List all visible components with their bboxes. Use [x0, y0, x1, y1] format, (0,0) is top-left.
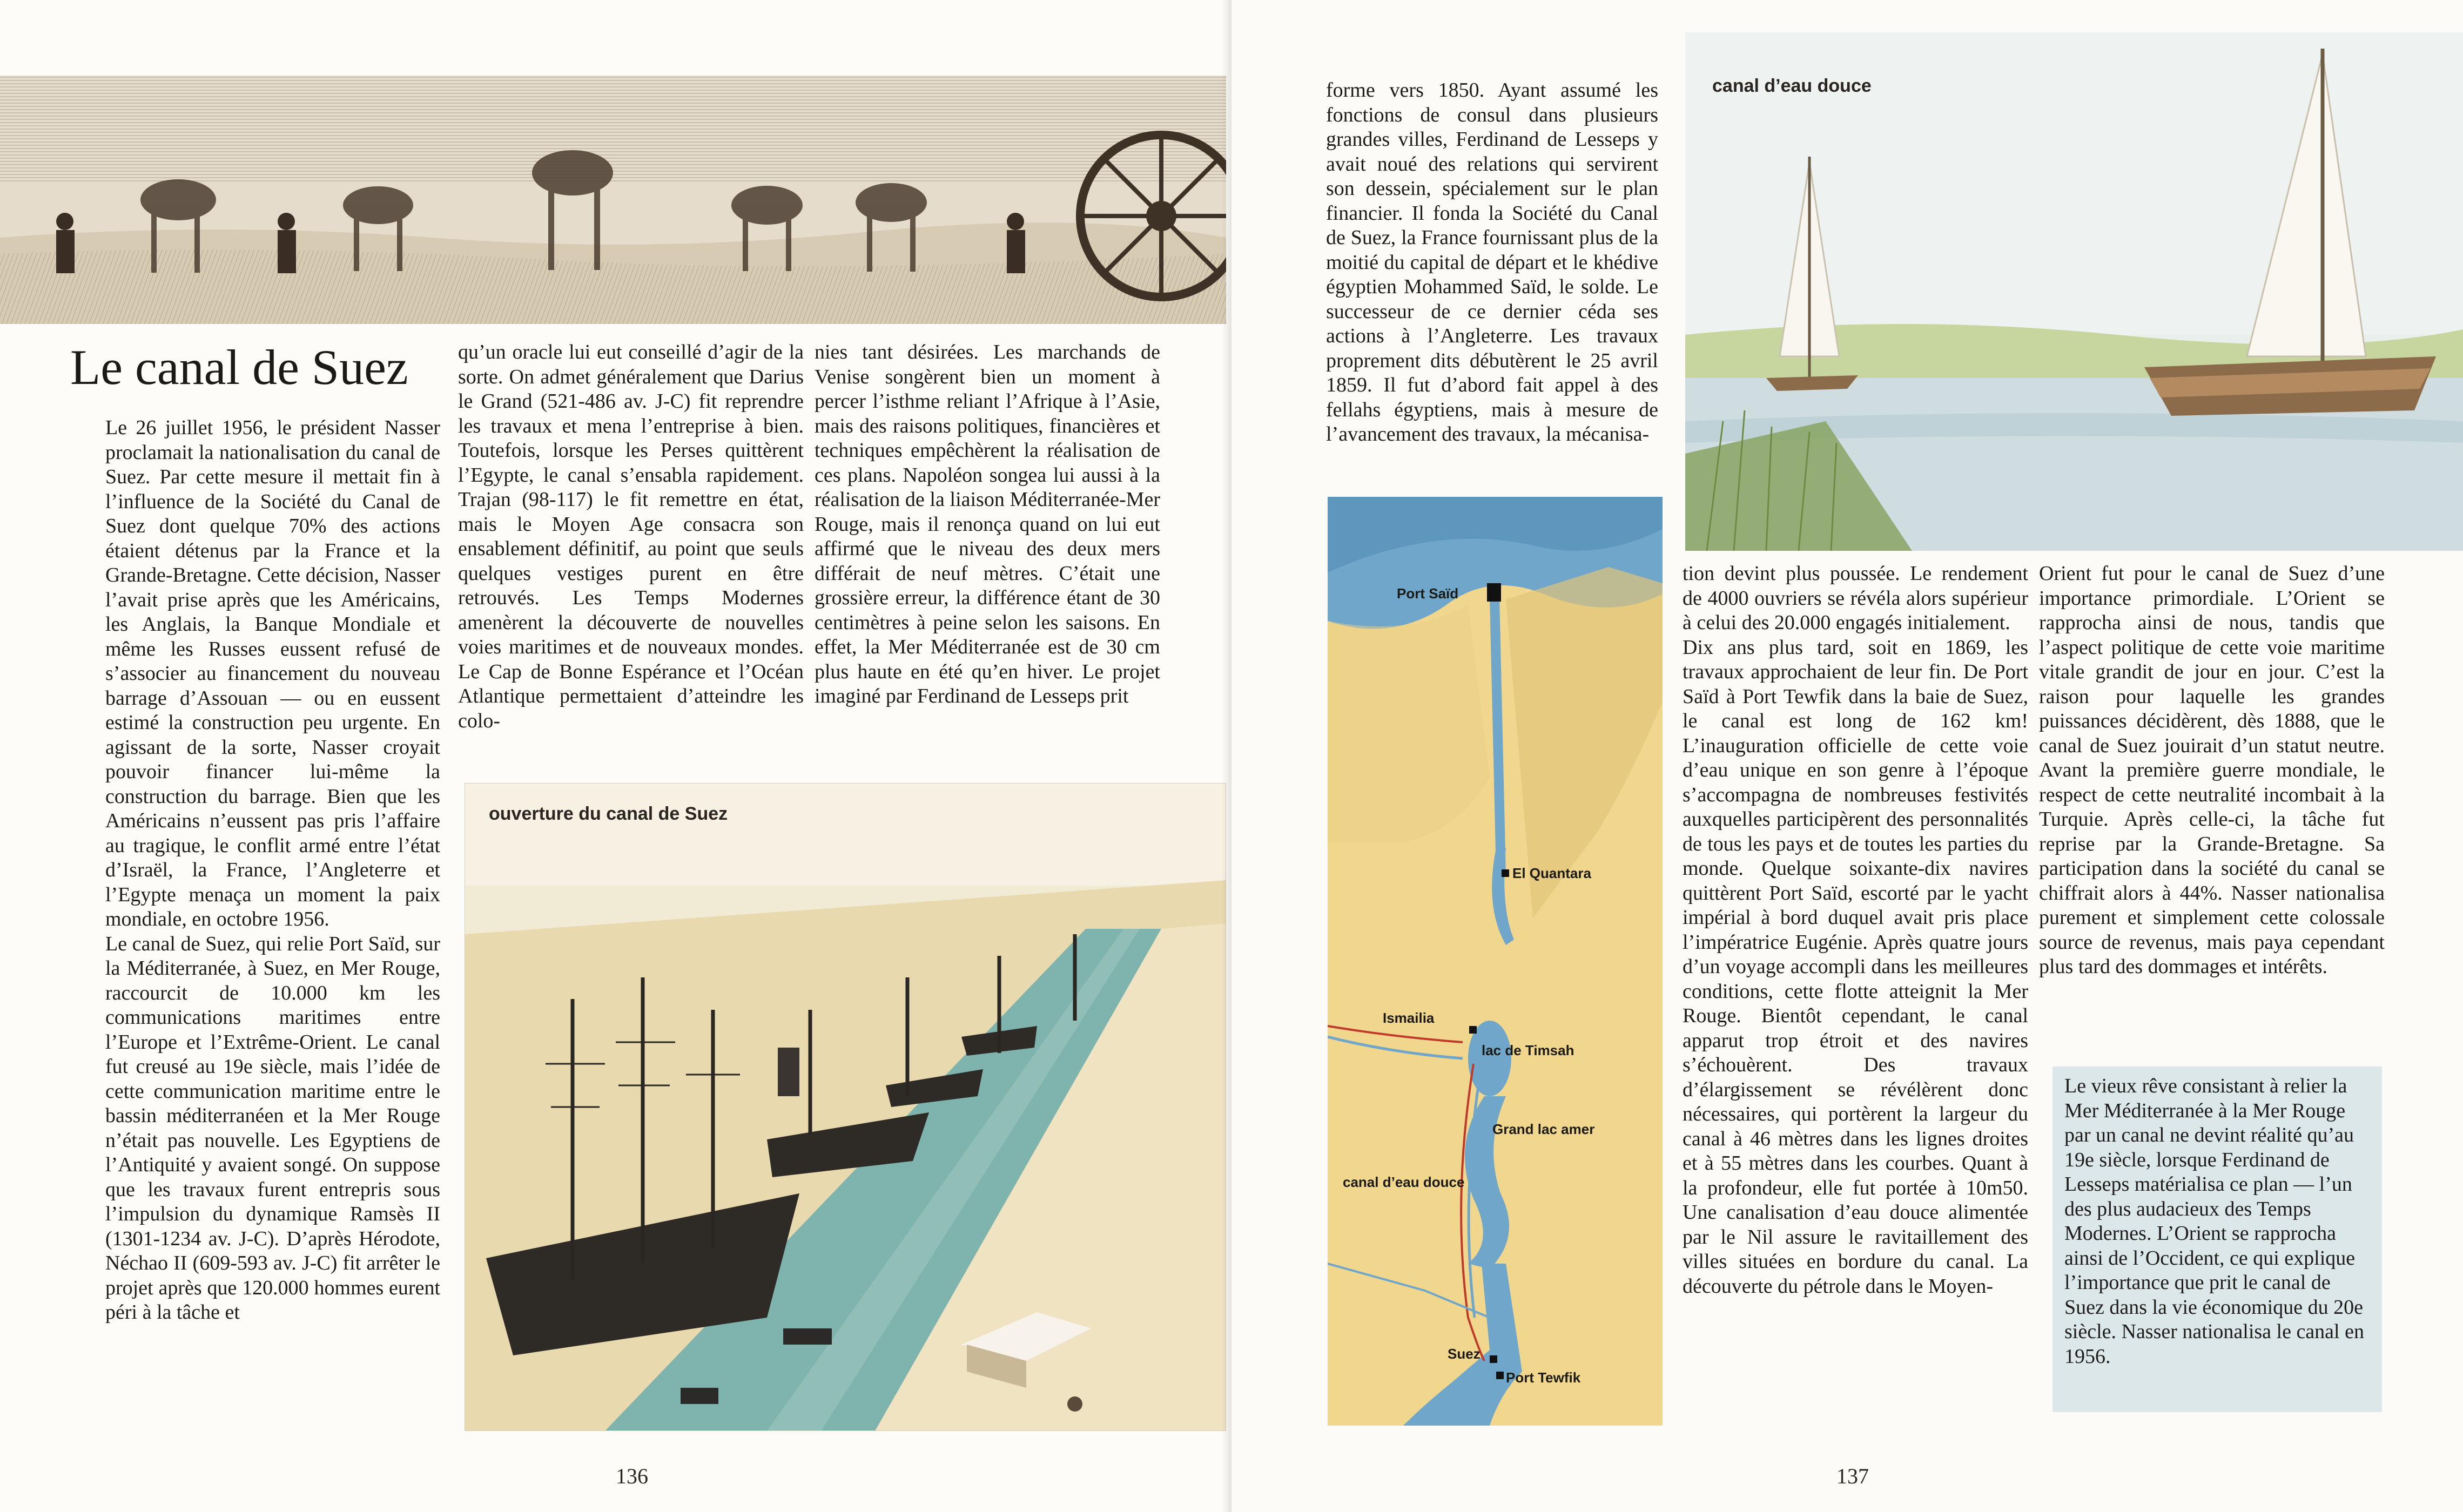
map-label-suez: Suez: [1448, 1346, 1481, 1362]
right-column-3: [2039, 562, 2385, 980]
page-number-left: 136: [616, 1464, 648, 1488]
map-label-port-said: Port Saïd: [1397, 585, 1459, 602]
paragraph: Le 26 juillet 1956, le président Nasser proclamait la nationalisation du canal de Suez. Par cette mesure il mettait fin à l’influence de la Société du Canal de Suez dont quelque 70% des actions étaient détenus par la France et la Grande-Bretagne. Cette décision, Nasser l’avait prise après que les Américains, les Anglais, la Banque Mondiale et même les Russes eussent refusé de s’associer au financement du nouveau barrage d’Assouan — ou en eussent estimé la construction peu urgente. En agissant de la sorte, Nasser croyait pouvoir financer lui-même la construction du barrage. Bien que les Américains n’eussent pas pris l’affaire au tragique, le conflit armé entre l’état d’Israël, la France, l’Angleterre et l’Egypte menaça un moment la paix mondiale, en octobre 1956.: [105, 416, 440, 930]
paragraph: Orient fut pour le canal de Suez d’une importance primordiale. L’Orient se rapprocha ainsi de nous, tandis que l’aspect politique de cette voie maritime vitale grandit de jour en jour. C’est la raison pour laquelle les grandes puissances décidèrent, dès 1888, que le canal de Suez jouirait d’un statut neutre. Avant la première guerre mondiale, le respect de cette neutralité incombait à la Turquie. Après celle-ci, la tâche fut reprise par la Grande-Bretagne. Sa participation dans la société du canal se chiffrait alors à 44%. Nasser nationalisa purement et simplement cette colossale source de revenus, mais paya cependant plus tard des dommages et intérêts.: [2039, 562, 2385, 978]
camel-caravan-engraving: [0, 76, 1226, 324]
suez-canal-map: [1328, 497, 1663, 1426]
map-label-grand-lac-amer: Grand lac amer: [1492, 1121, 1595, 1137]
left-column-2: [458, 340, 804, 733]
map-label-port-tewfik: Port Tewfik: [1506, 1369, 1581, 1386]
paragraph: qu’un oracle lui eut conseillé d’agir de la sorte. On admet généralement que Darius le Grand (521-486 av. J-C) fit reprendre les travaux et mena l’entreprise à bien. Toutefois, lorsque les Perses quittèrent l’Egypte, le canal s’ensabla rapidement. Trajan (98-117) le fit remettre en état, mais le Moyen Age consacra son ensablement définitif, au point que seuls quelques vestiges purent en être retrouvés. Les Temps Modernes amenèrent la découverte de nouvelles voies maritimes et de nouveaux mondes. Le Cap de Bonne Espérance et l’Océan Atlantique permettaient d’atteindre les colo-: [458, 341, 804, 732]
paragraph: nies tant désirées. Les marchands de Venise songèrent bien un moment à percer l’isthme reliant l’Afrique à l’Asie, mais des raisons politiques, financières et techniques empêchèrent la réalisation de ces plans. Napoléon songea lui aussi à la réalisation de la liaison Méditerranée-Mer Rouge, mais il renonça quand on lui eut affirmé que le niveau des deux mers différait de neuf mètres. C’était une grossière erreur, la différence étant de 30 centimètres à peine selon les saisons. En effet, la Mer Méditerranée est de 30 cm plus haute en été qu’en hiver. Le projet imaginé par Ferdinand de Lesseps prit: [815, 341, 1160, 707]
right-column-2: [1683, 562, 2028, 1299]
canal-opening-painting: [465, 783, 1226, 1431]
freshwater-canal-painting: [1685, 32, 2463, 551]
left-column-3: [815, 340, 1160, 709]
summary-sidebar: [2052, 1066, 2382, 1412]
sidebar-text: Le vieux rêve consistant à relier la Mer Méditerranée à la Mer Rouge par un canal ne devint réalité qu’au 19e siècle, lorsque Ferdinand de Lesseps matérialisa ce plan — l’un des plus audacieux des Temps Modernes. L’Orient se rapprocha ainsi de l’Occident, ce qui explique l’importance que prit le canal de Suez dans la vie économique du 20e siècle. Nasser nationalisa le canal en 1956.: [2064, 1075, 2364, 1368]
paragraph: Dix ans plus tard, soit en 1869, les travaux approchaient de leur fin. De Port Saïd à Port Tewfik dans la baie de Suez, le canal est long de 162 km! L’inauguration officielle de cette voie d’eau unique en son genre à l’époque s’accompagna de nombreuses festivités auxquelles participèrent des personnalités de tous les pays et de toutes les parties du monde. Quelque soixante-dix navires quittèrent Port Saïd, escorté par le yacht impérial à bord duquel avait pris place l’impératrice Eugénie. Après quatre jours d’un voyage accompli dans les meilleures conditions, cette flotte atteignit la Mer Rouge. Bientôt cependant, le canal apparut trop étroit et des navires s’échouèrent. Des travaux d’élargissement se révélèrent donc nécessaires, qui portèrent la largeur du canal à 46 mètres dans les lignes droites et à 55 mètres dans les courbes. Quant à la profondeur, elle fut portée à 10m50. Une canalisation d’eau douce alimentée par le Nil assure le ravitaillement des villes situées en bordure du canal. La découverte du pétrole dans le Moyen-: [1683, 636, 2028, 1298]
map-label-el-quantara: El Quantara: [1512, 865, 1591, 881]
map-label-ismailia: Ismailia: [1383, 1010, 1435, 1026]
paragraph: forme vers 1850. Ayant assumé les fonctions de consul dans plusieurs grandes villes, Ferdinand de Lesseps y avait noué des relations qui servirent son dessein, spécialement sur le plan financier. Il fonda la Société du Canal de Suez, la France fournissant plus de la moitié du capital de départ et le khédive égyptien Mohammed Saïd, le solde. Le successeur de ce dernier céda ses actions à l’Angleterre. Les travaux proprement dits débutèrent le 25 avril 1859. Il fut d’abord fait appel à des fellahs égyptiens, mais à mesure de l’avancement des travaux, la mécanisa-: [1326, 79, 1658, 446]
page-number-right: 137: [1836, 1464, 1869, 1488]
paragraph: Le canal de Suez, qui relie Port Saïd, sur la Méditerranée, à Suez, en Mer Rouge, raccourcit de 10.000 km les communications maritimes entre l’Europe et l’Extrême-Orient. Le canal fut creusé au 19e siècle, mais l’idée de cette communication maritime entre le bassin méditerranéen et la Mer Rouge n’était pas nouvelle. Les Egyptiens de l’Antiquité y avaient songé. On suppose que les travaux furent entrepris sous l’impulsion du dynamique Ramsès II (1301-1234 av. J-C). D’après Hérodote, Néchao II (609-593 av. J-C) fit arrêter le projet après que 120.000 hommes eurent péri à la tâche et: [105, 932, 440, 1324]
left-column-1: [105, 416, 440, 1325]
right-column-1: [1326, 78, 1658, 447]
caption-freshwater-canal: canal d’eau douce: [1712, 76, 1872, 96]
paragraph: tion devint plus poussée. Le rendement de 4000 ouvriers se révéla alors supérieur à celui des 20.000 engagés initialement.: [1683, 562, 2028, 634]
map-label-lac-de-timsah: lac de Timsah: [1482, 1042, 1574, 1058]
caption-canal-opening: ouverture du canal de Suez: [489, 804, 728, 824]
article-title: Le canal de Suez: [70, 340, 408, 395]
map-label-canal-eau-douce: canal d’eau douce: [1343, 1174, 1465, 1190]
